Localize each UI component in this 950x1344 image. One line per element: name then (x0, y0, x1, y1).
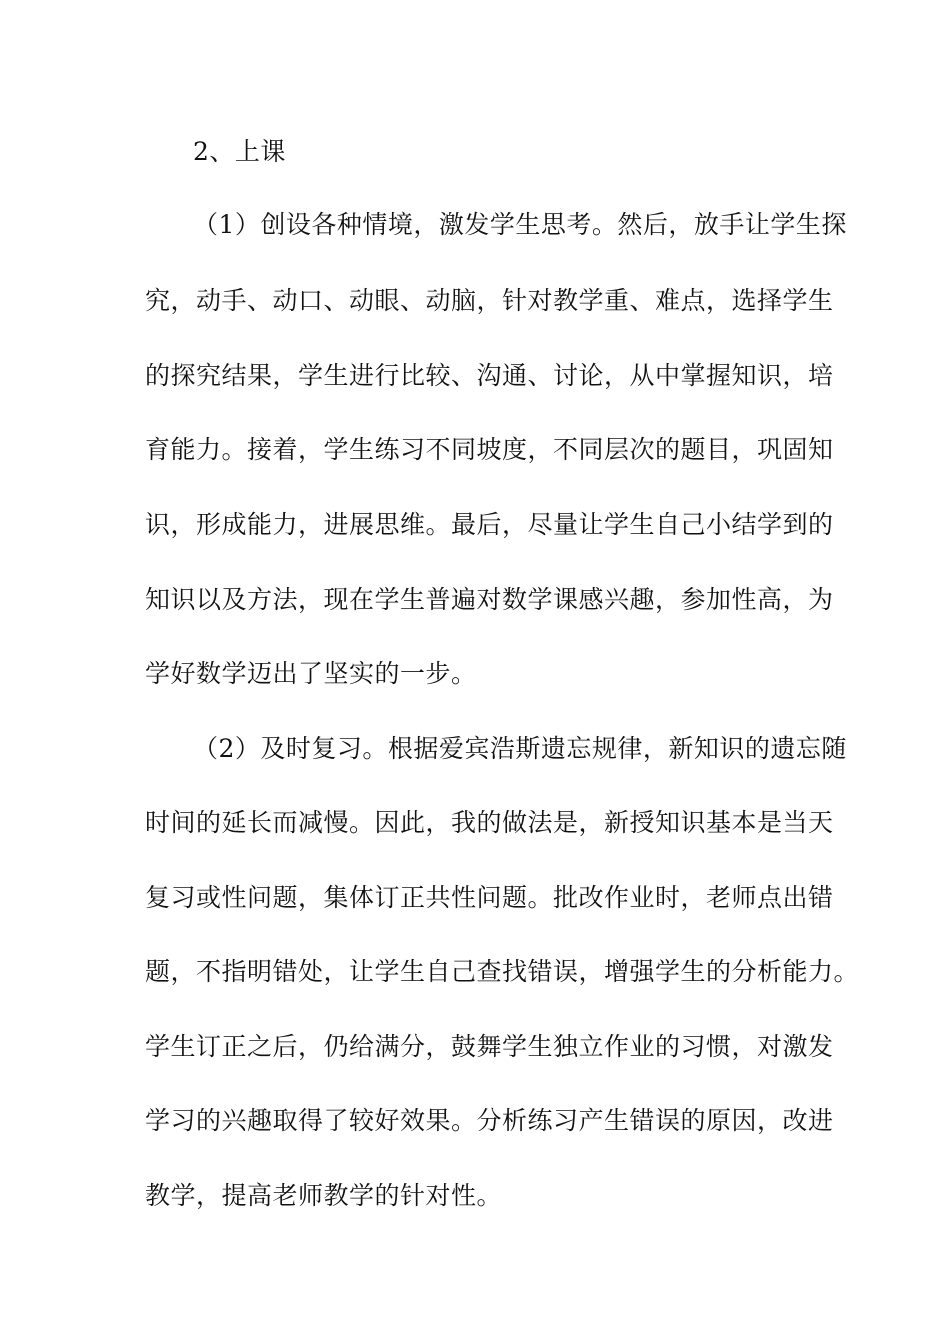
paragraph-2-line-1: （2）及时复习。根据爱宾浩斯遗忘规律，新知识的遗忘随 (193, 734, 847, 763)
section-heading: 2、上课 (193, 137, 286, 166)
paragraph-1-line-1: （1）创设各种情境，激发学生思考。然后，放手让学生探 (193, 210, 847, 239)
paragraph-2-line-4: 题，不指明错处，让学生自己查找错误，增强学生的分析能力。 (145, 957, 860, 986)
paragraph-1-line-7: 学好数学迈出了坚实的一步。 (145, 659, 477, 688)
paragraph-1-line-6: 知识以及方法，现在学生普遍对数学课感兴趣，参加性高，为 (145, 585, 834, 614)
paragraph-1-line-2: 究，动手、动口、动眼、动脑，针对教学重、难点，选择学生 (145, 286, 834, 315)
paragraph-2-line-3: 复习或性问题，集体订正共性问题。批改作业时，老师点出错 (145, 883, 834, 912)
paragraph-2-line-7: 教学，提高老师教学的针对性。 (145, 1181, 503, 1210)
paragraph-1-line-5: 识，形成能力，进展思维。最后，尽量让学生自己小结学到的 (145, 510, 834, 539)
paragraph-2-line-2: 时间的延长而减慢。因此，我的做法是，新授知识基本是当天 (145, 808, 834, 837)
paragraph-2-line-5: 学生订正之后，仍给满分，鼓舞学生独立作业的习惯，对激发 (145, 1032, 834, 1061)
paragraph-1-line-3: 的探究结果，学生进行比较、沟通、讨论，从中掌握知识，培 (145, 361, 834, 390)
paragraph-1-line-4: 育能力。接着，学生练习不同坡度，不同层次的题目，巩固知 (145, 435, 834, 464)
paragraph-2-line-6: 学习的兴趣取得了较好效果。分析练习产生错误的原因，改进 (145, 1106, 834, 1135)
